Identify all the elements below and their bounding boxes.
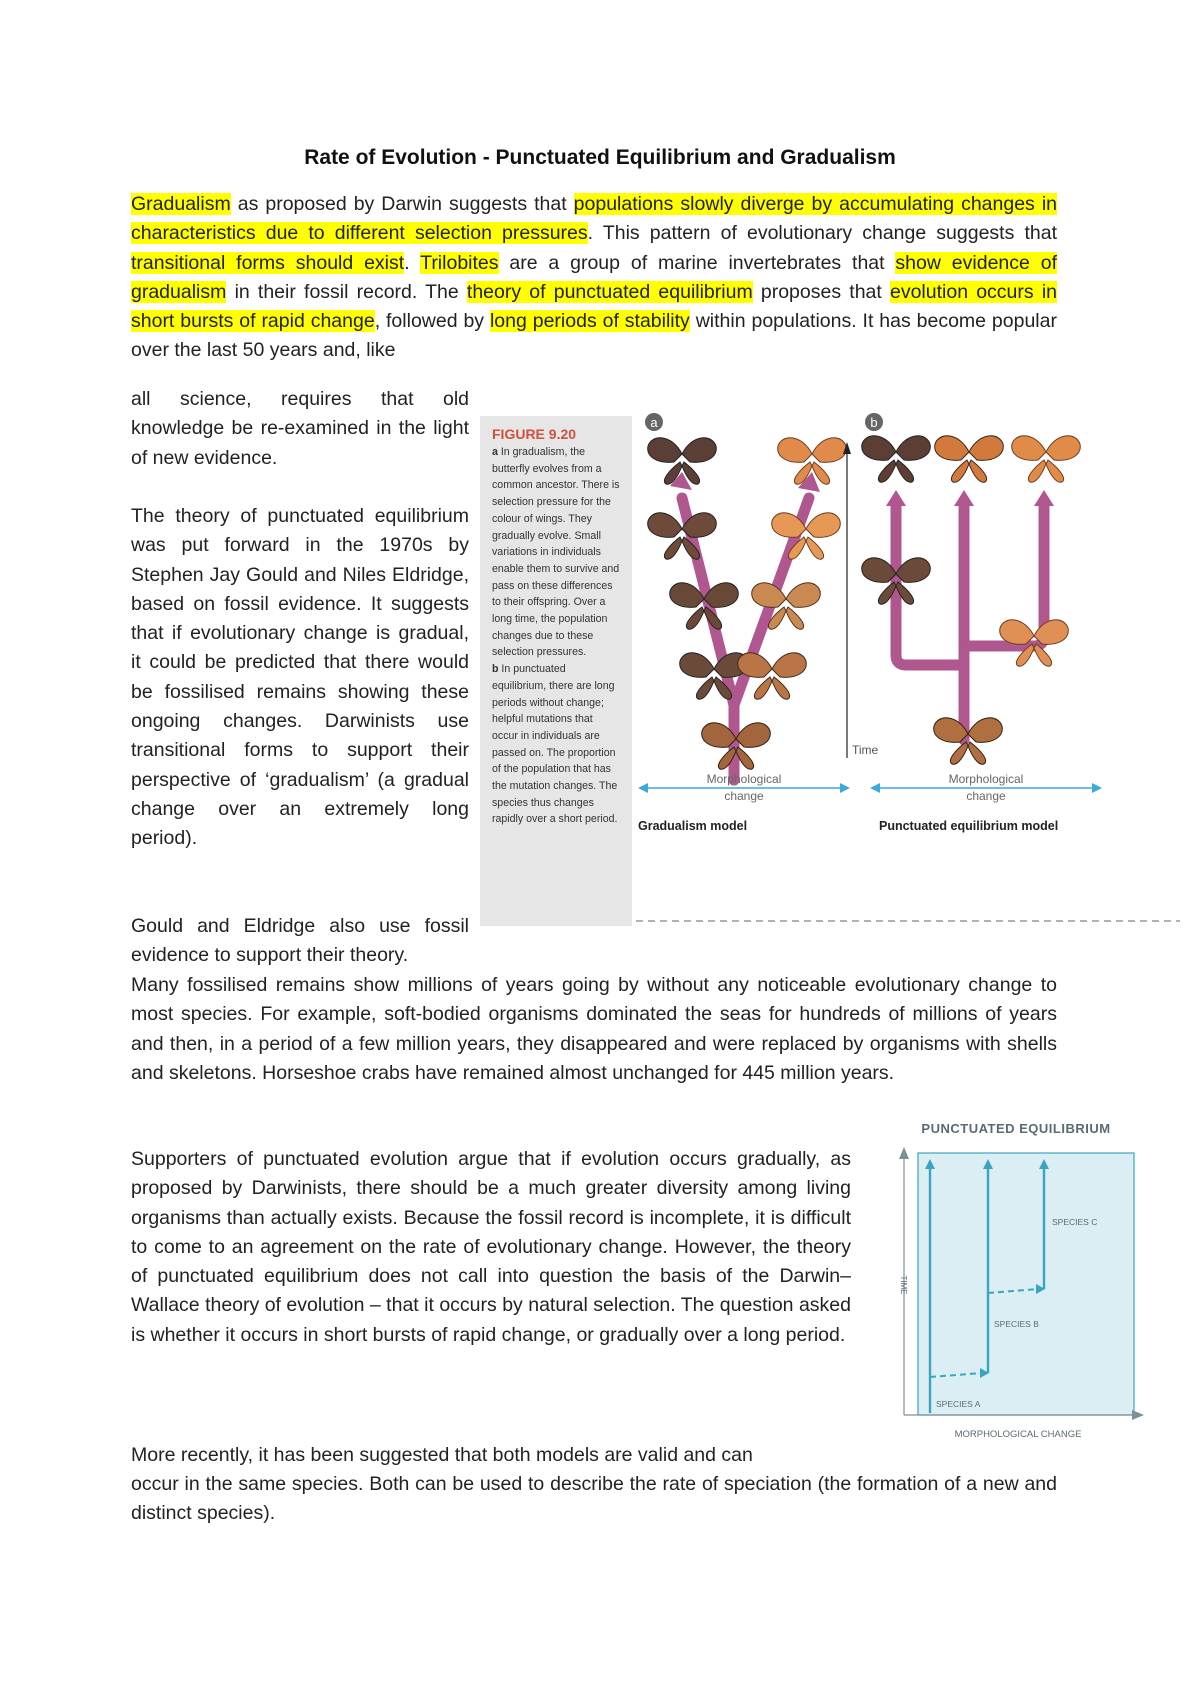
highlight-trilobites: Trilobites <box>420 251 499 274</box>
caption-tag-a: a <box>492 446 498 458</box>
paragraph-punctuated-theory: The theory of punctuated equilibrium was put forward in the 1970s by Stephen Jay Gould and Niles Eldridge, based on fossil evidence. It suggests that if evolutionary change is gradual, it could be predicted that there would be fossilised remains showing these ongoing changes. Darwinists use transitional forms to support their perspective of ‘gradualism’ (a gradual change over an extremely long period). <box>131 505 469 850</box>
text-run: proposes that <box>752 280 890 303</box>
highlight-theory-punctuated: theory of punctuated equilibrium <box>466 280 753 303</box>
morph-axis-b-right-icon <box>1092 783 1102 793</box>
morph-axis-b-left-icon <box>870 783 880 793</box>
figure-label: FIGURE 9.20 <box>492 426 577 442</box>
morph-axis-a-right-icon <box>840 783 850 793</box>
highlight-evidence-gradualism: show evidence of gradualism <box>131 251 1057 303</box>
morph-axis-a-left-icon <box>638 783 648 793</box>
caption-text-a: In gradualism, the butterfly evolves from a common ancestor. There is selection pressure for the colour of wings. They gradually evolve. Small variations in individuals enable them to survive and pass on these differences to their offspring. Over a long time, the population changes due to these selection pressures. <box>492 446 620 659</box>
text-run: . This pattern of evolutionary change suggests that <box>587 222 1057 245</box>
highlight-short-bursts: evolution occurs in short bursts of rapid change <box>131 280 1058 333</box>
highlight-gradualism: Gradualism <box>131 193 231 215</box>
paragraph-gould-start: Gould and Eldridge also use fossil evidence to support their theory. <box>131 915 469 967</box>
figure-caption-panel <box>480 416 632 926</box>
text-run: in their fossil record. The <box>226 280 467 303</box>
morph-label-a-1: Morphological <box>706 772 782 786</box>
punctuated-arrowhead-1 <box>886 490 906 506</box>
text-run: , followed by <box>374 310 490 333</box>
paragraph-recent-rest: occur in the same species. Both can be used to describe the rate of speciation (the formation of a new and distinct species). <box>131 1473 1057 1525</box>
figure-9-20 <box>480 410 1190 930</box>
paragraph-intro <box>131 190 1057 366</box>
pe-species-b: SPECIES B <box>994 1319 1039 1329</box>
punctuated-branches <box>896 502 1044 740</box>
model-title-punctuated: Punctuated equilibrium model <box>879 819 1059 833</box>
pe-y-label: TIME <box>899 1275 908 1295</box>
highlight-long-stability: long periods of stability <box>489 310 690 333</box>
pe-x-label: MORPHOLOGICAL CHANGE <box>954 1429 1082 1440</box>
paragraph-intro-continued: all science, requires that old knowledge be re-examined in the light of new evidence. <box>131 388 469 469</box>
figure-caption <box>492 444 620 828</box>
model-title-gradualism: Gradualism model <box>638 819 748 833</box>
text-run: as proposed by Darwin suggests that <box>230 193 574 215</box>
time-label: Time <box>852 743 879 757</box>
caption-tag-b: b <box>492 663 499 676</box>
paragraph-supporters: Supporters of punctuated evolution argue that if evolution occurs gradually, as proposed by Darwinists, there should be a much greater diversity among living organisms than actually exists. Because the fossil record is incomplete, it is difficult to come to an agreement on the rate of evolutionary change. However, the theory of punctuated equilibrium does not call into question the basis of the Darwin–Wallace theory of evolution – that it occurs by natural selection. The question asked is whether it occurs in short bursts of rapid change, or gradually over a long period. <box>131 1148 851 1346</box>
pe-species-a: SPECIES A <box>936 1399 981 1409</box>
highlight-populations-diverge: populations slowly diverge by accumulating changes in characteristics due to different selection pressures <box>131 193 1057 245</box>
punctuated-equilibrium-diagram <box>888 1115 1148 1455</box>
pe-x-axis-arrowhead-icon <box>1132 1410 1144 1420</box>
paragraph-fossil-evidence: Many fossilised remains show millions of years going by without any noticeable evolutionary change to most species. For example, soft-bodied organisms dominated the seas for hundreds of millions of years and then, in a period of a few million years, they disappeared and were replaced by organisms with shells and skeletons. Horseshoe crabs have remained almost unchanged for 445 million years. <box>131 974 1057 1084</box>
text-run: within populations. It has become popular over the last 50 years and, like <box>131 310 1057 362</box>
panel-a-marker: a <box>650 415 658 430</box>
highlight-transitional-forms: transitional forms should exist <box>131 251 405 274</box>
butterfly-orange-icon <box>935 436 1004 482</box>
panel-b-marker: b <box>870 415 878 430</box>
butterfly-orange-icon <box>738 653 807 699</box>
morph-label-a-2: change <box>724 789 764 803</box>
paragraph-recent-start: More recently, it has been suggested that both models are valid and can <box>131 1444 753 1466</box>
morph-label-b-1: Morphological <box>948 772 1024 786</box>
punctuated-arrowhead-3 <box>1034 490 1054 506</box>
text-run: are a group of marine invertebrates that <box>498 251 896 274</box>
pe-title: PUNCTUATED EQUILIBRIUM <box>921 1121 1111 1136</box>
text-run: . <box>404 251 421 274</box>
pe-species-c: SPECIES C <box>1052 1217 1098 1227</box>
evolution-models-diagram <box>634 410 1190 930</box>
pe-y-axis-arrowhead-icon <box>899 1147 909 1159</box>
butterfly-dark-icon <box>862 436 931 482</box>
morph-label-b-2: change <box>966 789 1006 803</box>
caption-text-b: In punctuated equilibrium, there are long periods without change; helpful mutations that occur in individuals are passed on. The proportion of the population that has the mutation changes. The species thus changes rapidly over a short period. <box>492 663 618 826</box>
page-title: Rate of Evolution - Punctuated Equilibrium and Gradualism <box>304 146 896 169</box>
punctuated-arrowhead-2 <box>954 490 974 506</box>
butterfly-orange-icon <box>1012 436 1081 482</box>
